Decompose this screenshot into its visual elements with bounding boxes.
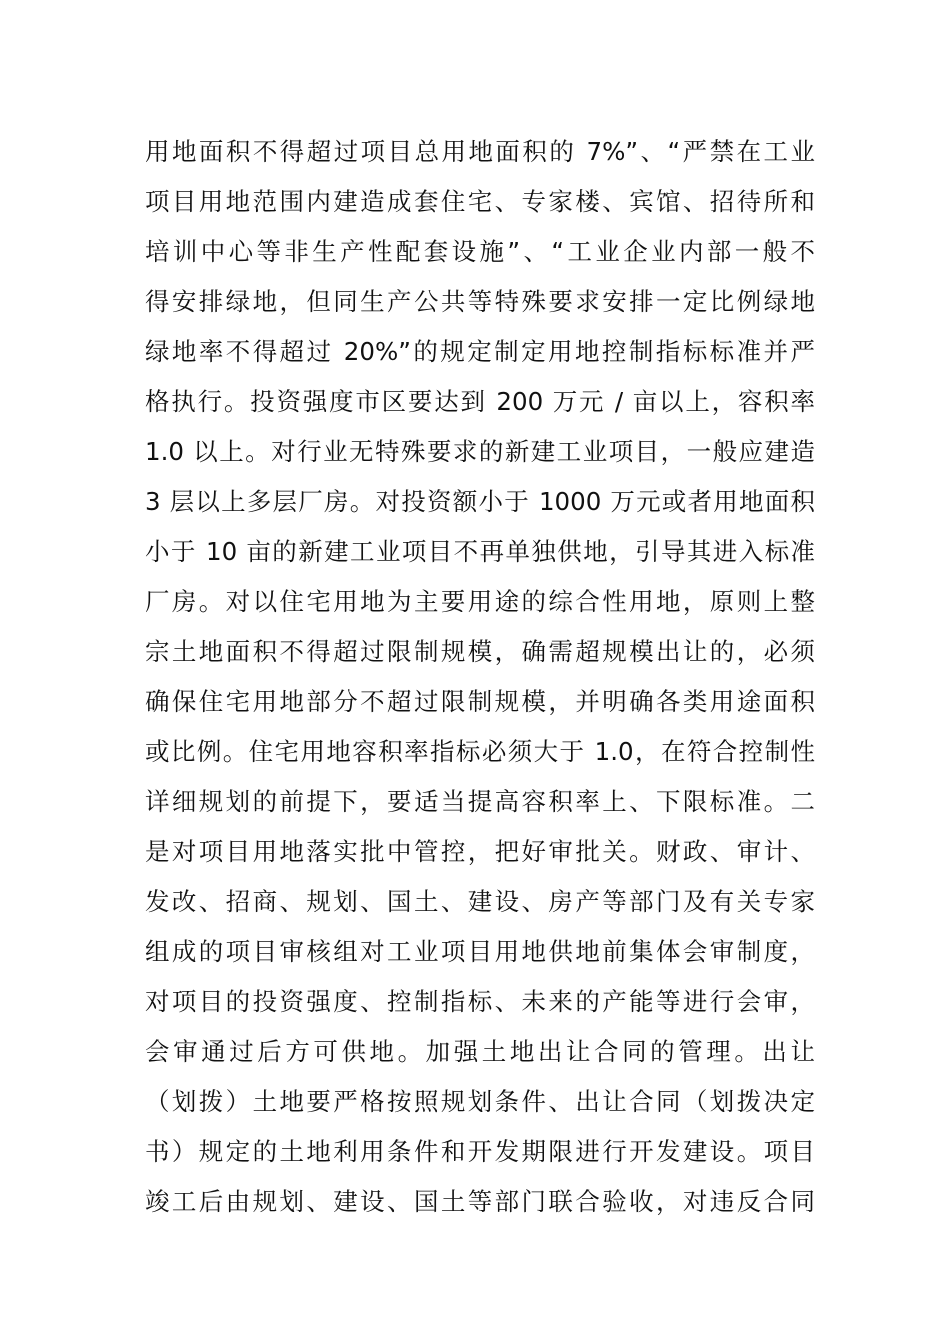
- text-line-8: 3 层以上多层厂房。对投资额小于 1000 万元或者用地面积: [145, 487, 815, 516]
- text-line-14: 详细规划的前提下，要适当提高容积率上、下限标准。二: [145, 787, 815, 816]
- body-paragraph: [145, 127, 815, 1227]
- text-line-15: 是对项目用地落实批中管控，把好审批关。财政、审计、: [145, 837, 815, 866]
- text-line-5: 绿地率不得超过 20%”的规定制定用地控制指标标准并严: [145, 337, 815, 366]
- text-line-13: 或比例。住宅用地容积率指标必须大于 1.0，在符合控制性: [145, 737, 815, 766]
- text-line-11: 宗土地面积不得超过限制规模，确需超规模出让的，必须: [145, 637, 815, 666]
- text-line-19: 会审通过后方可供地。加强土地出让合同的管理。出让: [145, 1037, 815, 1066]
- text-line-18: 对项目的投资强度、控制指标、未来的产能等进行会审，: [145, 987, 815, 1016]
- text-line-21: 书）规定的土地利用条件和开发期限进行开发建设。项目: [145, 1137, 815, 1166]
- text-line-3: 培训中心等非生产性配套设施”、“工业企业内部一般不: [145, 237, 815, 266]
- text-line-2: 项目用地范围内建造成套住宅、专家楼、宾馆、招待所和: [145, 187, 815, 216]
- text-line-7: 1.0 以上。对行业无特殊要求的新建工业项目，一般应建造: [145, 437, 815, 466]
- text-line-6: 格执行。投资强度市区要达到 200 万元 / 亩以上，容积率: [145, 387, 815, 416]
- text-line-10: 厂房。对以住宅用地为主要用途的综合性用地，原则上整: [145, 587, 815, 616]
- text-line-4: 得安排绿地，但同生产公共等特殊要求安排一定比例绿地: [145, 287, 815, 316]
- text-line-22: 竣工后由规划、建设、国土等部门联合验收，对违反合同: [145, 1187, 815, 1216]
- text-line-16: 发改、招商、规划、国土、建设、房产等部门及有关专家: [145, 887, 815, 916]
- text-line-1: 用地面积不得超过项目总用地面积的 7%”、“严禁在工业: [145, 137, 815, 166]
- text-line-17: 组成的项目审核组对工业项目用地供地前集体会审制度，: [145, 937, 815, 966]
- text-line-12: 确保住宅用地部分不超过限制规模，并明确各类用途面积: [145, 687, 815, 716]
- text-line-9: 小于 10 亩的新建工业项目不再单独供地，引导其进入标准: [145, 537, 815, 566]
- text-line-20: （划拨）土地要严格按照规划条件、出让合同（划拨决定: [145, 1087, 815, 1116]
